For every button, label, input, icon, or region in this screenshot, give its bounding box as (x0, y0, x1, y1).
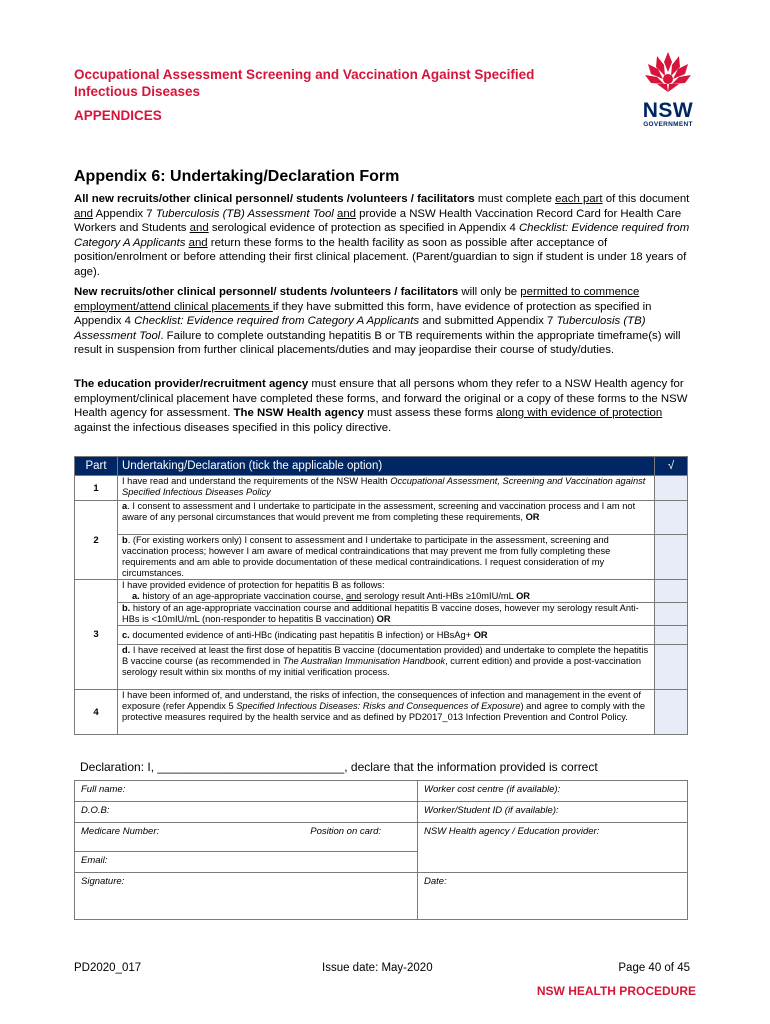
text-run: The NSW Health agency (233, 407, 364, 419)
text-run: must ensure that all persons whom they refer to a NSW Health agency for employment/clinical placement have completed these forms, and forward the original or a copy of these forms to the NSW Health agency for assessment. (74, 378, 688, 419)
part-3b-text: b. history of an age-appropriate vaccination course and additional hepatitis B vaccine doses, however my serology result Anti-HBs is <10mIU/mL (non-responder to hepatitis B vaccination) OR (118, 603, 655, 626)
text-run: if they have submitted this form, have evidence of protection as specified in Appendix 4 (74, 300, 652, 327)
part-3c-tick-box[interactable] (655, 626, 688, 645)
date-field[interactable]: Date: (418, 873, 688, 920)
text-run: New recruits/other clinical personnel/ students /volunteers / facilitators (74, 286, 459, 298)
text-run: and (336, 207, 356, 220)
part-3d-text: d. I have received at least the first dose of hepatitis B vaccine (documentation provided) and undertake to complete the hepatitis B vaccine course (as recommended in The Australian Immunisation Handbook, current edition) and provide a post-vaccination serology result within six months of my initial verification process. (118, 645, 655, 690)
footer-page-number: Page 40 of 45 (618, 962, 690, 974)
text-run: along with evidence of protection (496, 407, 663, 419)
table-row (75, 645, 688, 690)
text-run: Checklist: Evidence required from Category A Applicants (74, 222, 690, 249)
text-run: and (74, 207, 94, 220)
footer-document-id: PD2020_017 (74, 962, 142, 974)
logo-nsw-text: NSW (642, 99, 694, 122)
text-run: of this document (602, 193, 690, 205)
declaration-statement: Declaration: I, ____________________________, declare that the information provided is correct (80, 760, 598, 774)
footer-issue-date: Issue date: May-2020 (322, 962, 433, 974)
text-run: permitted to commence employment/attend clinical placements (74, 286, 640, 313)
text-run: provide a NSW Health Vaccination Record Card for Health Care Workers and Students (74, 207, 682, 234)
text-run: and submitted Appendix 7 (419, 315, 557, 327)
logo-government-text: GOVERNMENT (643, 121, 693, 128)
text-run: return these forms to the health facility as soon as possible after acceptance of position/enrolment or before attending their first clinical placement. (Parent/guardian to sign if student is under 18 years of age). (74, 236, 687, 278)
text-run: . Failure to complete outstanding hepatitis B or TB requirements within the appropriate timeframe(s) will result in suspension from further clinical placements/duties and may jeopardise their course of study/duties. (74, 329, 681, 356)
intro-paragraph-1 (74, 192, 690, 279)
part-2a-tick-box[interactable] (655, 501, 688, 535)
part-1-tick-box[interactable] (655, 476, 688, 501)
text-run: and (189, 222, 209, 234)
part-3b-tick-box[interactable] (655, 603, 688, 626)
part-number: 2 (75, 501, 118, 580)
agency-field[interactable]: NSW Health agency / Education provider: (418, 823, 688, 873)
medicare-field[interactable] (75, 823, 418, 852)
document-series-title: Occupational Assessment Screening and Vaccination Against Specified Infectious Diseases (74, 67, 535, 99)
text-run: each part (555, 193, 603, 205)
table-row (75, 603, 688, 626)
text-run: Tuberculosis (TB) Assessment Tool (155, 207, 334, 220)
dob-field[interactable]: D.O.B: (75, 802, 418, 823)
table-header-row (75, 457, 688, 476)
part-2b-text: b. (For existing workers only) I consent to assessment and I undertake to participate in the assessment, screening and vaccination process; however I am aware of medical contraindications that may prevent me from fully completing these requirements and am able to provide documentation of these medical contraindications. I request consideration of my circumstances. (118, 535, 655, 580)
part-4-text: I have been informed of, and understand, the risks of infection, the consequences of infection and management in the event of exposure (refer Appendix 5 Specified Infectious Diseases: Risks and Consequences of Exposure) and agree to comply with the protective measures required by the health service and as defined by PD2017_013 Infection Prevention and Control Policy. (118, 690, 655, 735)
table-row (75, 501, 688, 535)
signature-field[interactable]: Signature: (75, 873, 418, 920)
footer-procedure-label: NSW HEALTH PROCEDURE (536, 984, 696, 998)
text-run: Appendix 7 (93, 207, 156, 220)
part-2b-tick-box[interactable] (655, 535, 688, 580)
part-number: 3 (75, 580, 118, 690)
table-row (75, 535, 688, 580)
appendices-label: APPENDICES (74, 108, 162, 123)
column-header-declaration: Undertaking/Declaration (tick the applicable option) (118, 457, 655, 476)
column-header-part: Part (75, 457, 118, 476)
page-title: Appendix 6: Undertaking/Declaration Form (74, 168, 400, 185)
part-1-text: I have read and understand the requirements of the NSW Health Occupational Assessment, Screening and Vaccination against Specified Infectious Diseases Policy (118, 476, 655, 501)
text-run: Tuberculosis (TB) Assessment Tool (74, 315, 646, 342)
text-run: Checklist: Evidence required from Category A Applicants (134, 315, 420, 327)
full-name-field[interactable]: Full name: (75, 781, 418, 802)
part-2a-text: a. I consent to assessment and I undertake to participate in the assessment, screening and vaccination process and I am not aware of any personal circumstances that would prevent me from completing these requirements, OR (118, 501, 655, 535)
table-row (75, 626, 688, 645)
part-3c-text: c. documented evidence of anti-HBc (indicating past hepatitis B infection) or HBsAg+ OR (118, 626, 655, 645)
position-on-card-label: Position on card: (310, 826, 381, 837)
intro-paragraph-3 (74, 377, 690, 435)
intro-paragraph-2 (74, 285, 690, 358)
table-row (75, 690, 688, 735)
text-run: and (188, 236, 208, 249)
medicare-number-label: Medicare Number: (81, 826, 160, 837)
table-row (75, 580, 688, 603)
part-number: 4 (75, 690, 118, 735)
text-run: against the infectious diseases specified in this policy directive. (74, 421, 392, 434)
part-3d-tick-box[interactable] (655, 645, 688, 690)
declaration-table (74, 456, 688, 735)
table-row (75, 476, 688, 501)
text-run: All new recruits/other clinical personnel/ students /volunteers / facilitators (74, 193, 475, 205)
part-3a-tick-box[interactable] (655, 580, 688, 603)
personal-details-form (74, 780, 688, 920)
text-run: must complete (474, 193, 556, 205)
part-number: 1 (75, 476, 118, 501)
email-field[interactable]: Email: (75, 852, 418, 873)
text-run: The education provider/recruitment agency (74, 378, 309, 390)
text-run: must assess these forms (363, 407, 497, 419)
text-run: serological evidence of protection as specified in Appendix 4 (208, 222, 519, 234)
part-4-tick-box[interactable] (655, 690, 688, 735)
nsw-government-logo (628, 48, 708, 128)
column-header-tick: √ (655, 457, 688, 476)
worker-cost-centre-field[interactable]: Worker cost centre (if available): (418, 781, 688, 802)
text-run: will only be (458, 286, 521, 298)
worker-id-field[interactable]: Worker/Student ID (if available): (418, 802, 688, 823)
part-3a-text: I have provided evidence of protection for hepatitis B as follows: a. history of an age-appropriate vaccination course, and serology result Anti-HBs ≥10mIU/mL OR (118, 580, 655, 603)
waratah-flower-icon (643, 48, 693, 94)
